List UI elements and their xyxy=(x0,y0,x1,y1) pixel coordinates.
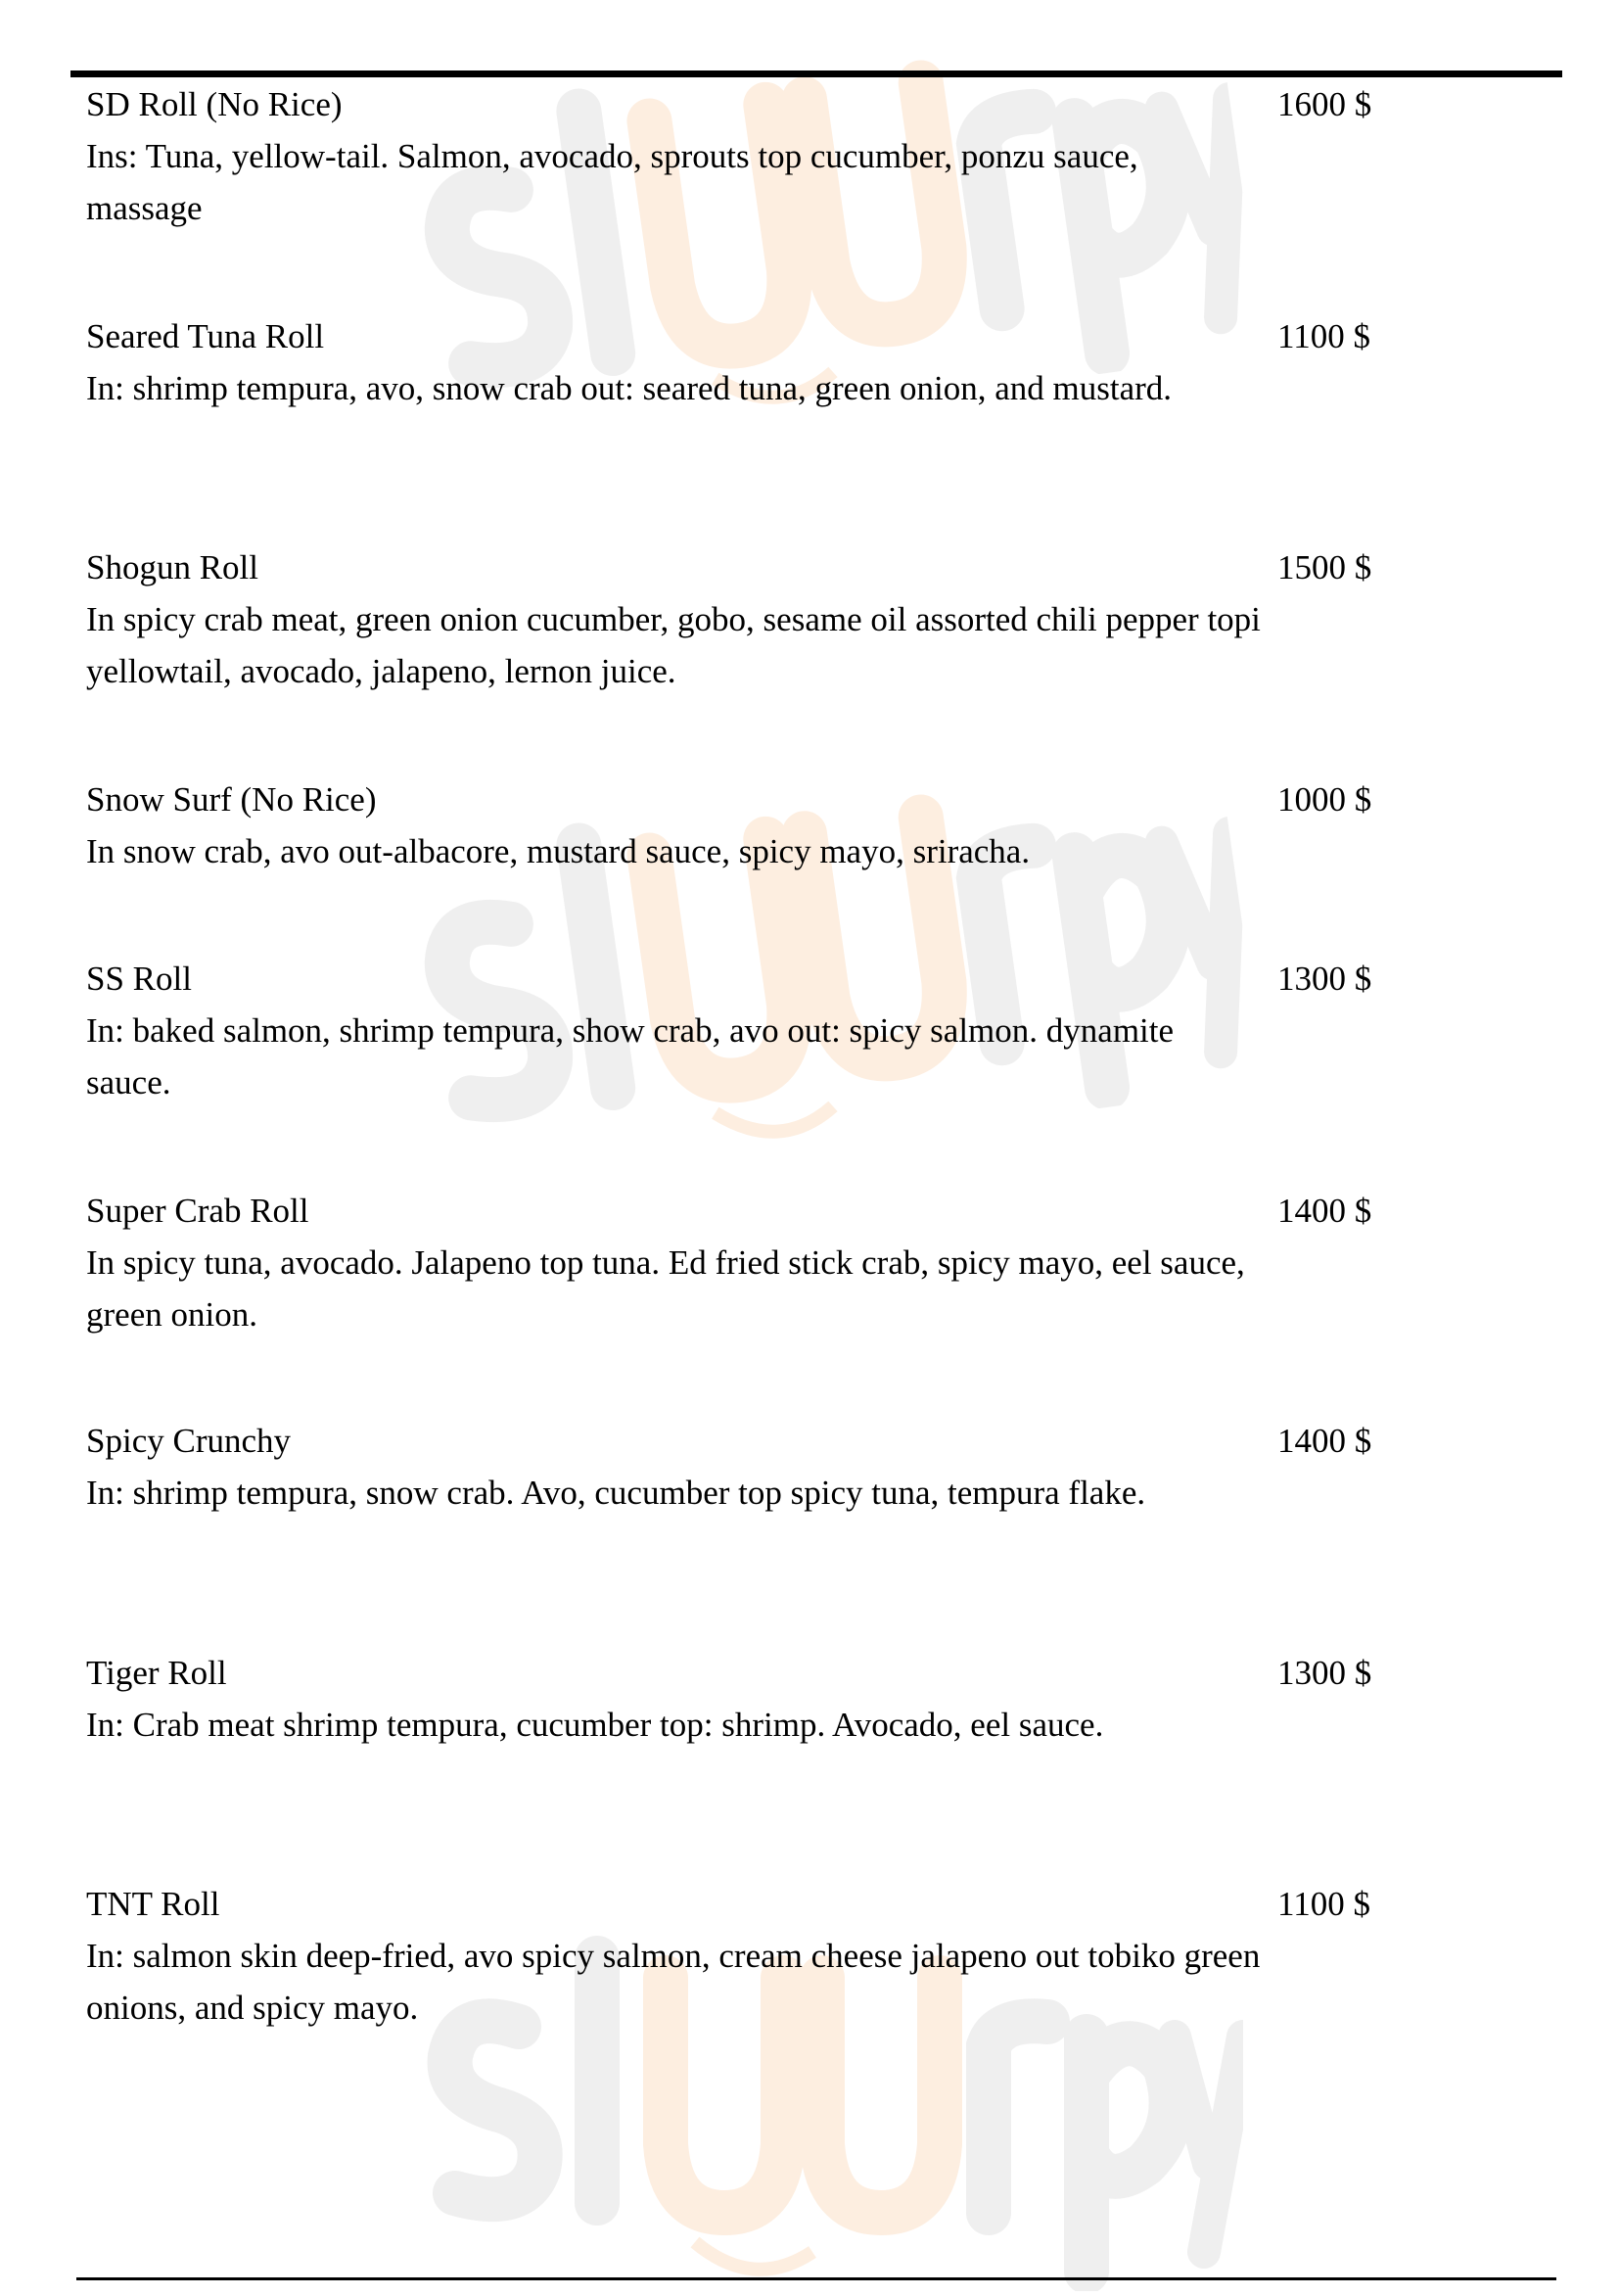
item-description: In: salmon skin deep-fried, avo spicy salmon, cream cheese jalapeno out tobiko green onions, and spicy mayo. xyxy=(86,1937,1261,2027)
item-price: 1100 $ xyxy=(1277,317,1370,355)
item-name: SD Roll (No Rice) xyxy=(86,85,343,123)
menu-item xyxy=(86,541,1554,697)
menu-item xyxy=(86,78,1554,234)
menu-item xyxy=(86,773,1554,877)
item-price: 1300 $ xyxy=(1277,1654,1372,1692)
item-description: In spicy crab meat, green onion cucumber, gobo, sesame oil assorted chili pepper topi yellowtail, avocado, jalapeno, lernon juice. xyxy=(86,600,1261,690)
item-description: In snow crab, avo out-albacore, mustard sauce, spicy mayo, sriracha. xyxy=(86,832,1031,870)
menu-item xyxy=(86,1185,1554,1340)
item-name: Snow Surf (No Rice) xyxy=(86,780,377,819)
item-description: Ins: Tuna, yellow-tail. Salmon, avocado, sprouts top cucumber, ponzu sauce, massage xyxy=(86,137,1138,227)
item-price: 1000 $ xyxy=(1277,780,1372,819)
item-price: 1400 $ xyxy=(1277,1422,1372,1460)
menu-item xyxy=(86,1415,1554,1519)
item-price: 1100 $ xyxy=(1277,1885,1370,1923)
item-description: In: shrimp tempura, avo, snow crab out: seared tuna, green onion, and mustard. xyxy=(86,369,1173,407)
item-name: Super Crab Roll xyxy=(86,1192,309,1230)
item-description: In: Crab meat shrimp tempura, cucumber top: shrimp. Avocado, eel sauce. xyxy=(86,1706,1104,1744)
bottom-divider xyxy=(76,2277,1556,2280)
menu-item xyxy=(86,310,1554,414)
item-name: TNT Roll xyxy=(86,1885,220,1923)
item-name: Shogun Roll xyxy=(86,548,259,586)
item-price: 1500 $ xyxy=(1277,548,1372,586)
item-price: 1300 $ xyxy=(1277,960,1372,998)
item-description: In: shrimp tempura, snow crab. Avo, cucumber top spicy tuna, tempura flake. xyxy=(86,1474,1146,1512)
menu-item xyxy=(86,1647,1554,1751)
item-name: Spicy Crunchy xyxy=(86,1422,292,1460)
top-divider xyxy=(70,70,1562,77)
item-price: 1400 $ xyxy=(1277,1192,1372,1230)
item-description: In spicy tuna, avocado. Jalapeno top tuna. Ed fried stick crab, spicy mayo, eel sauce, green onion. xyxy=(86,1243,1245,1334)
item-name: Tiger Roll xyxy=(86,1654,227,1692)
menu-item xyxy=(86,953,1554,1108)
item-description: In: baked salmon, shrimp tempura, show crab, avo out: spicy salmon. dynamite sauce. xyxy=(86,1011,1175,1101)
item-name: SS Roll xyxy=(86,960,192,998)
item-name: Seared Tuna Roll xyxy=(86,317,325,355)
menu-item xyxy=(86,1878,1554,2034)
item-price: 1600 $ xyxy=(1277,85,1372,123)
